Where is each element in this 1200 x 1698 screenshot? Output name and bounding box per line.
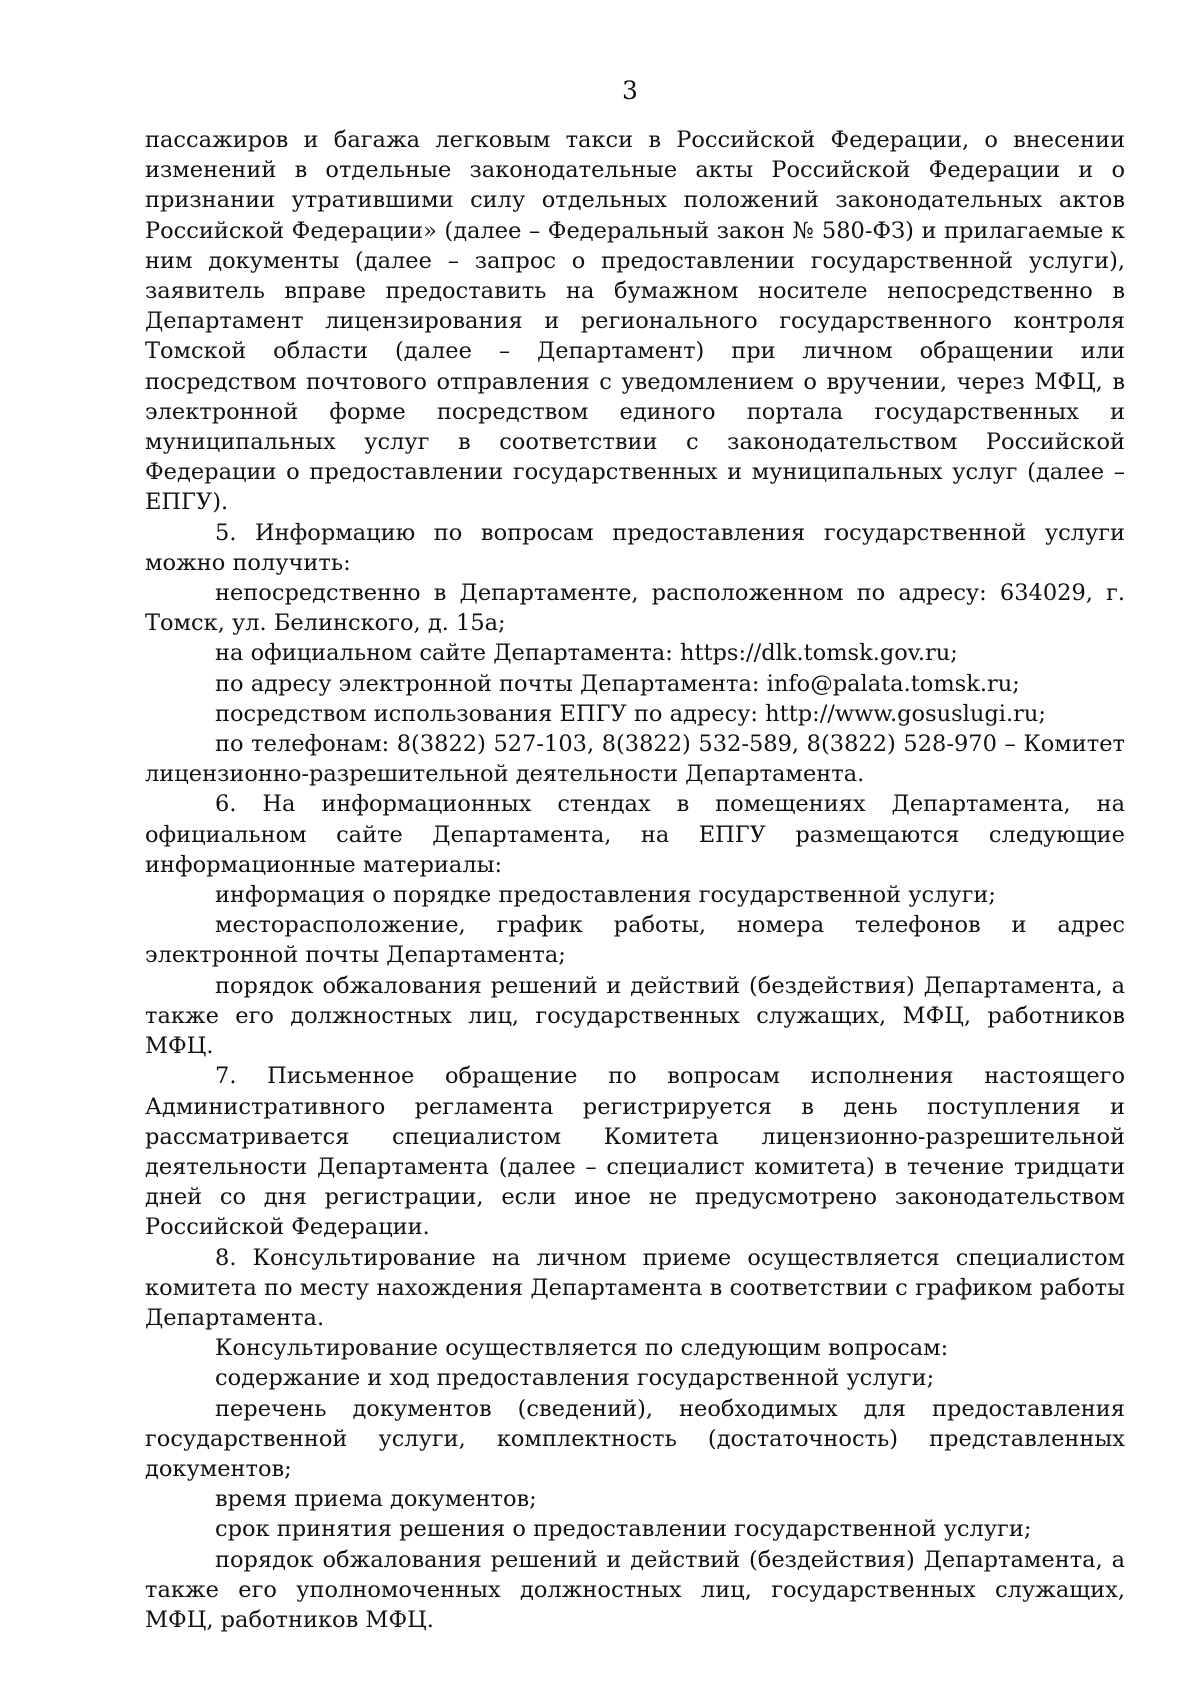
paragraph-consult-topics: Консультирование осуществляется по следующим вопросам: [215,1335,949,1362]
document-body [145,125,1125,1635]
paragraph-item-6: 6. На информационных стендах в помещениях Департамента, на официальном сайте Департамента, на ЕПГУ размещаются следующие информационные материалы: [145,791,1125,878]
paragraph-item-7: 7. Письменное обращение по вопросам исполнения настоящего Административного регламента регистрируется в день поступления и рассматривается специалистом Комитета лицензионно-разрешительной деятельности Департамента (далее – специалист комитета) в течение тридцати дней со дня регистрации, если иное не предусмотрено законодательством Российской Федерации. [145,1063,1125,1241]
paragraph-info-procedure: информация о порядке предоставления государственной услуги; [215,882,996,909]
paragraph-topic-appeal: порядок обжалования решений и действий (бездействия) Департамента, а также его уполномоченных должностных лиц, государственных служащих, МФЦ, работников МФЦ. [145,1546,1125,1633]
paragraph-topic-reception-time: время приема документов; [215,1486,537,1513]
paragraph-email: по адресу электронной почты Департамента: info@palata.tomsk.ru; [215,670,1020,697]
page-number: 3 [622,76,638,105]
paragraph-website: на официальном сайте Департамента: https://dlk.tomsk.gov.ru; [215,640,958,667]
paragraph-epgu: посредством использования ЕПГУ по адресу: http://www.gosuslugi.ru; [215,700,1046,727]
paragraph-phones: по телефонам: 8(3822) 527-103, 8(3822) 532-589, 8(3822) 528-970 – Комитет лицензионно-разрешительной деятельности Департамента. [145,731,1125,788]
paragraph-item-8: 8. Консультирование на личном приеме осуществляется специалистом комитета по месту нахождения Департамента в соответствии с графиком работы Департамента. [145,1244,1125,1331]
paragraph-continuation: пассажиров и багажа легковым такси в Российской Федерации, о внесении изменений в отдельные законодательные акты Российской Федерации и о признании утратившими силу отдельных положений законодательных актов Российской Федерации» (далее – Федеральный закон № 580-ФЗ) и прилагаемые к ним документы (далее – запрос о предоставлении государственной услуги), заявитель вправе предоставить на бумажном носителе непосредственно в Департамент лицензирования и регионального государственного контроля Томской области (далее – Департамент) при личном обращении или посредством почтового отправления с уведомлением о вручении, через МФЦ, в электронной форме посредством единого портала государственных и муниципальных услуг в соответствии с законодательством Российской Федерации о предоставлении государственных и муниципальных услуг (далее – ЕПГУ). [145,127,1125,516]
paragraph-topic-progress: содержание и ход предоставления государственной услуги; [215,1365,935,1392]
paragraph-item-5: 5. Информацию по вопросам предоставления государственной услуги можно получить: [145,519,1125,576]
paragraph-location-schedule: месторасположение, график работы, номера телефонов и адрес электронной почты Департамента; [145,912,1125,969]
paragraph-topic-documents: перечень документов (сведений), необходимых для предоставления государственной услуги, комплектность (достаточность) представленных документов; [145,1395,1125,1482]
paragraph-address: непосредственно в Департаменте, расположенном по адресу: 634029, г. Томск, ул. Белинского, д. 15а; [145,580,1125,637]
paragraph-topic-decision-term: срок принятия решения о предоставлении государственной услуги; [215,1516,1032,1543]
paragraph-appeal-procedure: порядок обжалования решений и действий (бездействия) Департамента, а также его должностных лиц, государственных служащих, МФЦ, работников МФЦ. [145,972,1125,1060]
